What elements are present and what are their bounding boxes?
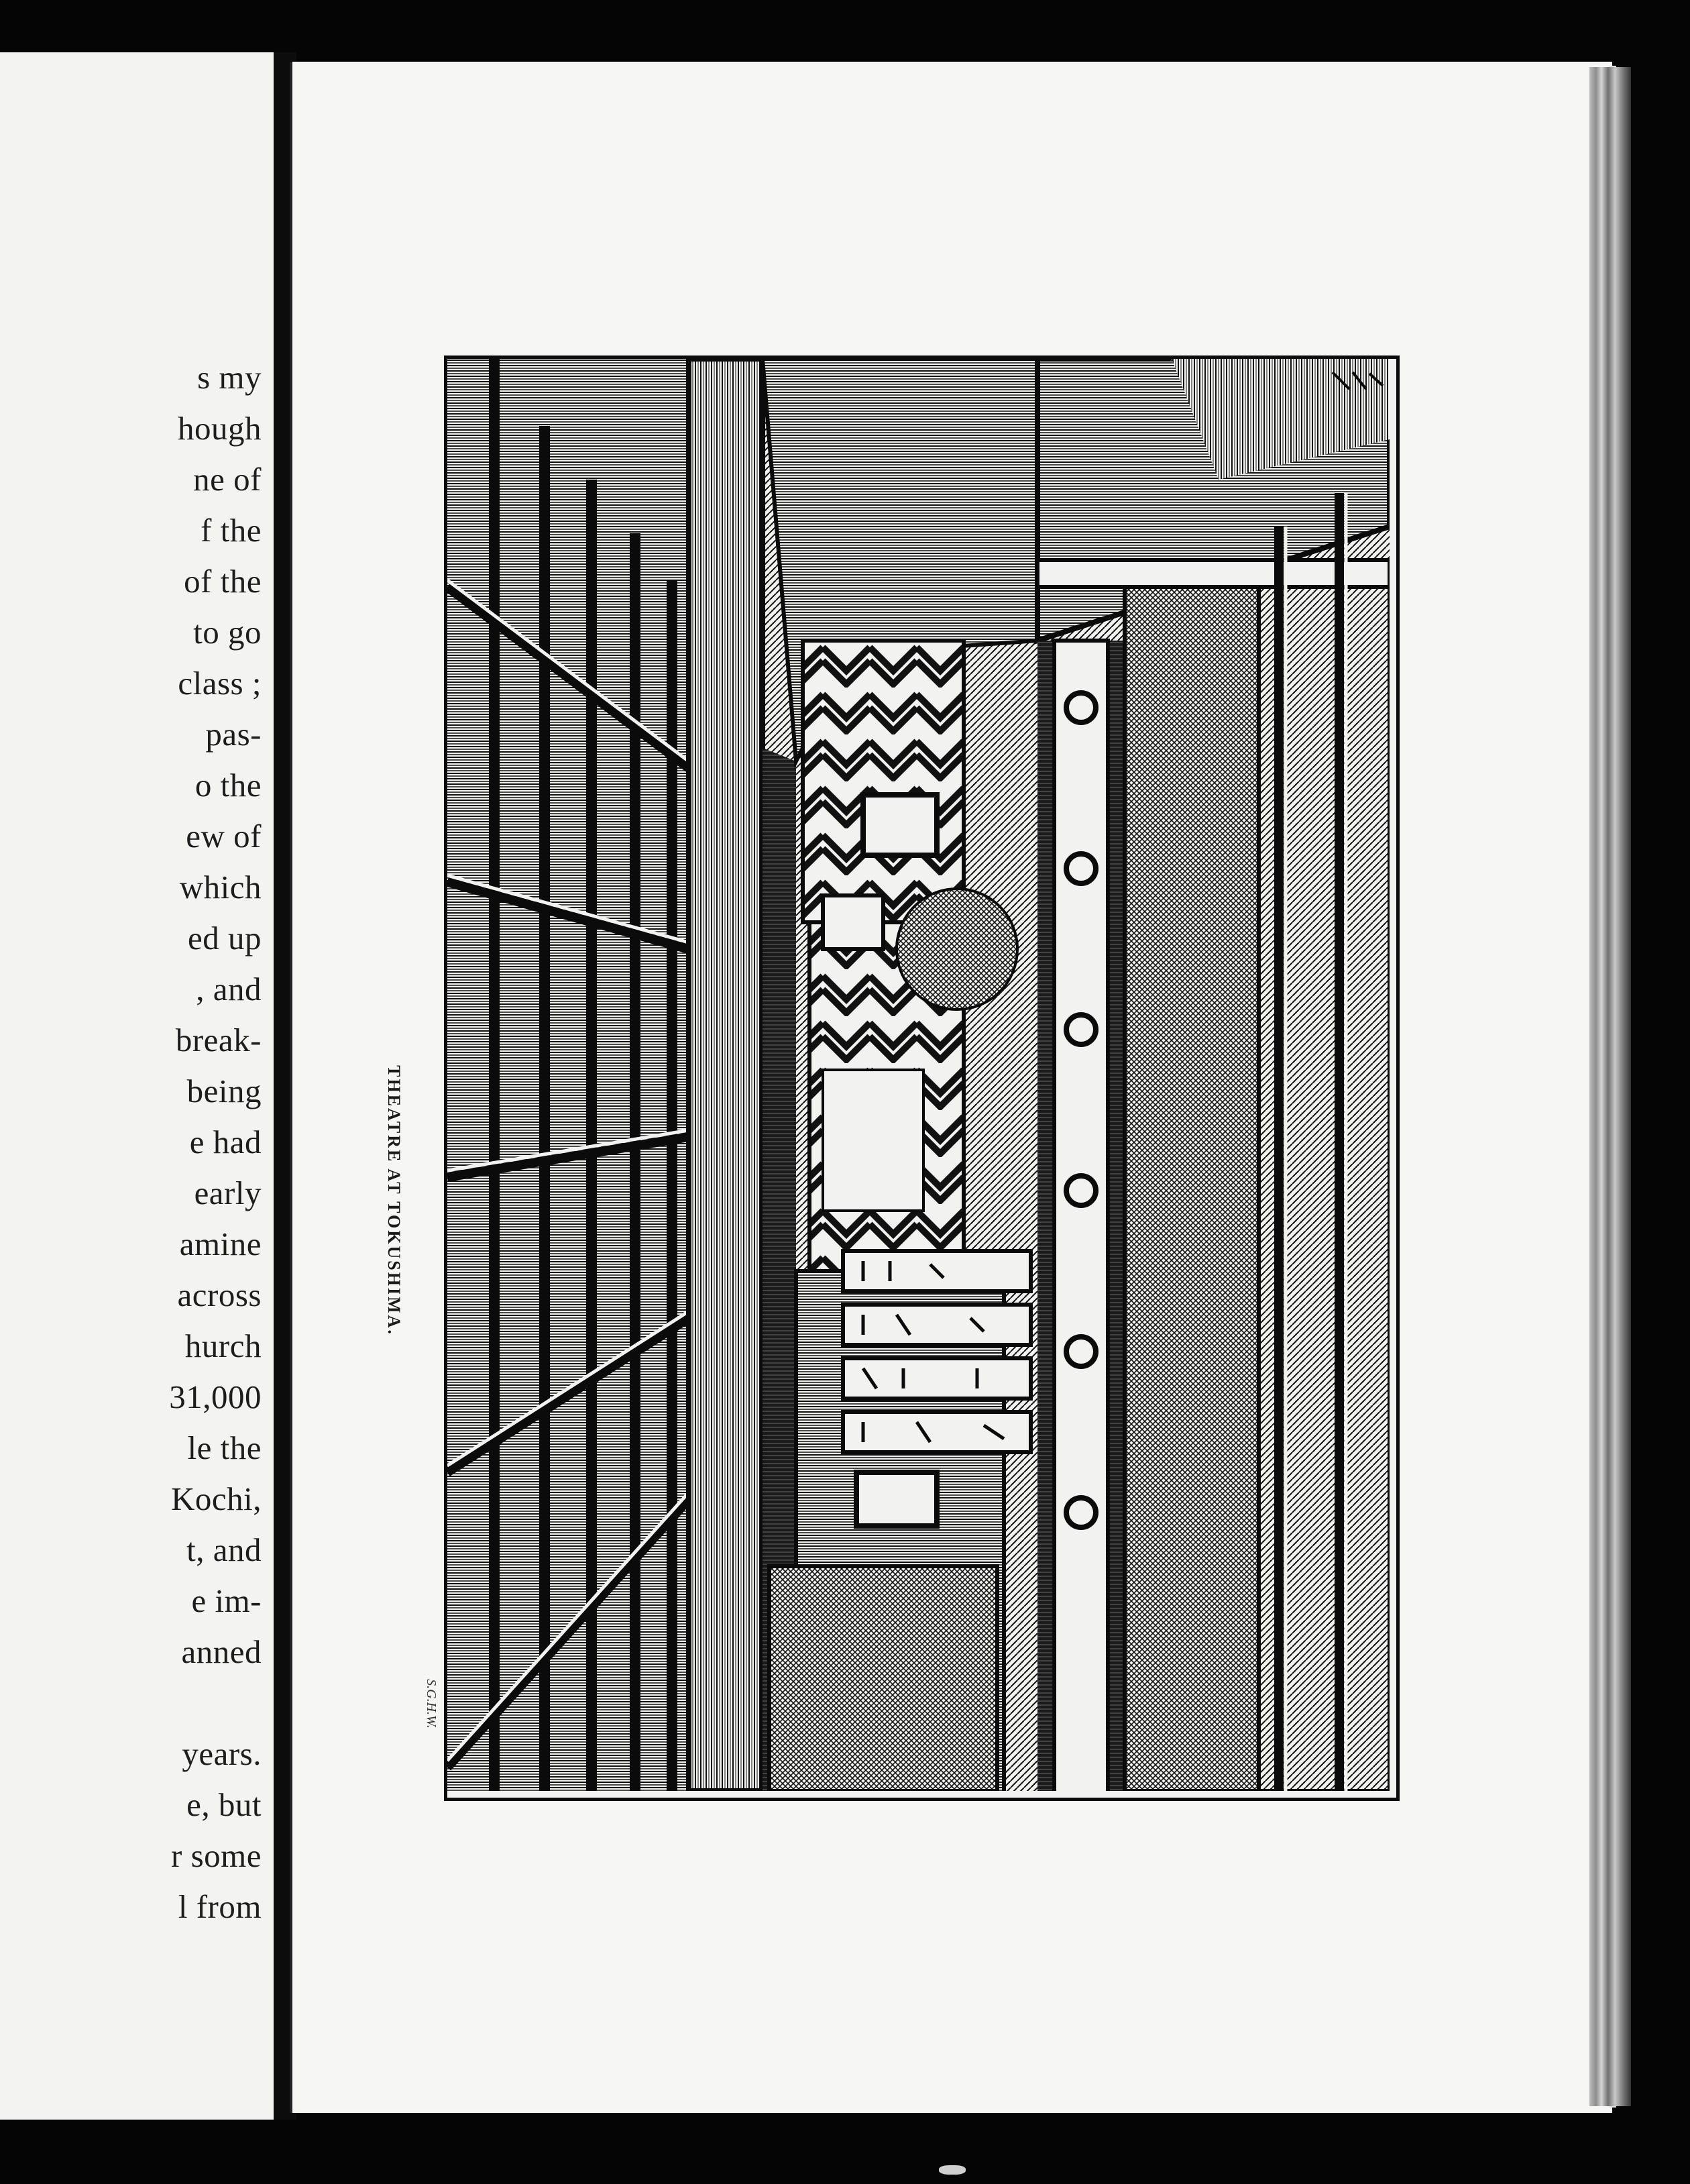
left-page-line: ew of	[186, 818, 262, 855]
left-page-line: e, but	[186, 1786, 262, 1823]
left-page-line: pas-	[205, 716, 262, 753]
left-page-line: ed up	[188, 920, 262, 957]
left-page-line: hurch	[184, 1327, 262, 1364]
left-page-line: e im-	[191, 1582, 262, 1619]
engraver-signature: S.G.H.W.	[424, 1679, 439, 1729]
left-page-line: class ;	[178, 665, 262, 702]
left-page-line: o the	[194, 767, 262, 804]
left-page-line: , and	[196, 971, 262, 1007]
left-page-line: le the	[187, 1429, 262, 1466]
left-page-line: e had	[189, 1124, 262, 1160]
left-page-line: to go	[193, 614, 262, 651]
left-page-line: across	[177, 1276, 262, 1313]
left-page-line: Kochi,	[171, 1480, 262, 1517]
theatre-box-tiers	[447, 359, 689, 1791]
left-page-line: 31,000	[169, 1378, 262, 1415]
scan-smudge	[939, 2165, 966, 2175]
left-page-line: of the	[184, 563, 262, 600]
figure-caption: THEATRE AT TOKUSHIMA.	[384, 1065, 404, 1336]
left-page	[0, 52, 277, 2120]
left-page-line: break-	[175, 1022, 262, 1058]
left-page-line: f the	[201, 512, 262, 549]
left-page-line: amine	[179, 1225, 262, 1262]
left-page-line: l from	[178, 1888, 262, 1925]
left-page-line: r some	[171, 1837, 262, 1874]
theatre-engraving	[447, 359, 1390, 1791]
left-page-line: t, and	[186, 1531, 262, 1568]
left-page-line: which	[179, 869, 262, 906]
page-edges	[1589, 67, 1631, 2106]
left-page-line: ne of	[193, 461, 262, 498]
left-page-line: years.	[182, 1735, 262, 1772]
left-page-line: anned	[181, 1633, 262, 1670]
left-page-line: s my	[197, 359, 262, 396]
crest-column	[1037, 641, 1125, 1791]
left-page-line: being	[186, 1073, 262, 1109]
left-page-line: early	[194, 1175, 262, 1211]
right-galleries	[1125, 493, 1390, 1791]
left-page-line: hough	[178, 410, 262, 447]
